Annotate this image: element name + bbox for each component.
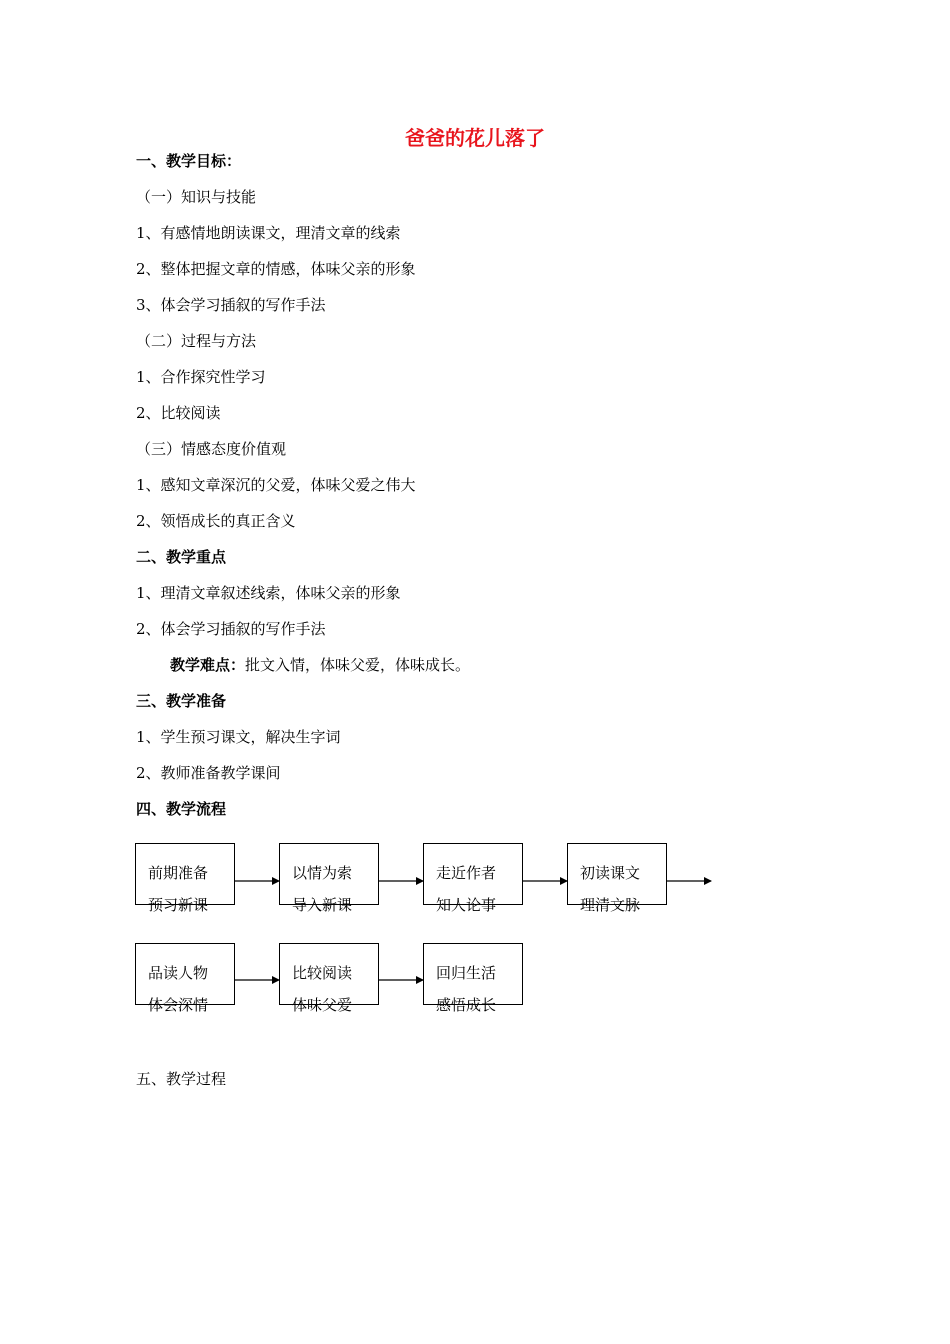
list-item: 1、感知文章深沉的父爱，体味父爱之伟大 <box>136 476 416 494</box>
flow-box-line2: 导入新课 <box>292 896 353 914</box>
flow-box-prepare <box>135 843 235 914</box>
flow-box-line2: 体味父爱 <box>292 996 353 1014</box>
list-item: 1、合作探究性学习 <box>136 368 266 386</box>
list-item: 1、有感情地朗读课文，理清文章的线索 <box>136 224 401 242</box>
flow-box-author <box>423 843 523 914</box>
list-item: 2、领悟成长的真正含义 <box>136 512 296 530</box>
flow-box-first-reading <box>567 843 667 914</box>
section-heading-flow: 四、教学流程 <box>136 800 227 818</box>
list-item: 1、理清文章叙述线索，体味父亲的形象 <box>136 584 401 602</box>
list-item: 3、体会学习插叙的写作手法 <box>136 296 326 314</box>
section-heading-preparation: 三、教学准备 <box>136 692 227 710</box>
document-title: 爸爸的花儿落了 <box>405 126 545 150</box>
section-heading-objectives: 一、教学目标： <box>136 152 242 170</box>
flow-box-line1: 走近作者 <box>436 864 497 882</box>
subheading-emotion-values: （三）情感态度价值观 <box>136 440 287 458</box>
flow-box-line2: 感悟成长 <box>436 996 497 1014</box>
flow-box-life <box>423 943 523 1014</box>
flow-box-line2: 预习新课 <box>148 896 209 914</box>
flow-box-line2: 知人论事 <box>436 896 497 914</box>
list-item: 1、学生预习课文，解决生字词 <box>136 728 341 746</box>
flow-box-line2: 理清文脉 <box>580 896 641 914</box>
section-heading-teaching-process: 五、教学过程 <box>136 1070 227 1088</box>
list-item: 2、比较阅读 <box>136 404 221 422</box>
flow-box-line1: 以情为索 <box>292 864 353 882</box>
flow-box-line1: 品读人物 <box>148 964 209 982</box>
section-heading-key-points: 二、教学重点 <box>136 548 227 566</box>
difficulty-text: 批文入情，体味父爱，体味成长。 <box>245 656 471 674</box>
list-item: 2、整体把握文章的情感，体味父亲的形象 <box>136 260 416 278</box>
flow-box-line1: 比较阅读 <box>292 964 353 982</box>
list-item: 2、体会学习插叙的写作手法 <box>136 620 326 638</box>
flow-box-characters <box>135 943 235 1014</box>
subheading-knowledge-skills: （一）知识与技能 <box>136 188 257 206</box>
flow-box-compare <box>279 943 379 1014</box>
flow-box-introduce <box>279 843 379 914</box>
flow-box-line2: 体会深情 <box>148 996 209 1014</box>
flow-box-line1: 前期准备 <box>148 864 209 882</box>
difficulty-line <box>170 654 470 676</box>
subheading-process-method: （二）过程与方法 <box>136 332 257 350</box>
flow-box-line1: 回归生活 <box>436 964 497 982</box>
list-item: 2、教师准备教学课间 <box>136 764 281 782</box>
difficulty-label: 教学难点： <box>170 656 246 674</box>
flow-box-line1: 初读课文 <box>580 864 641 882</box>
